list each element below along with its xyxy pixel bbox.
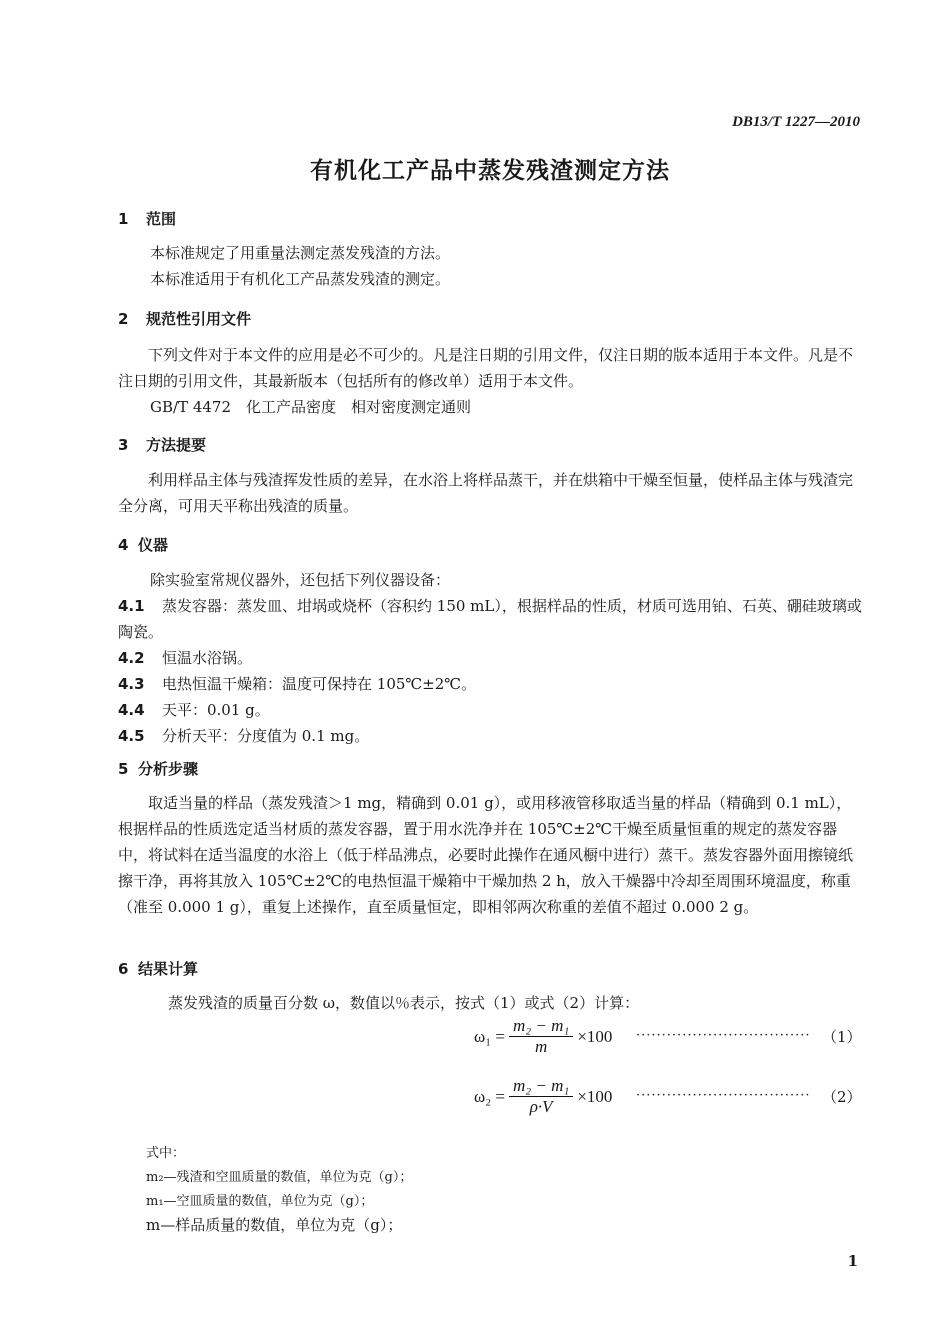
document-title: 有机化工产品中蒸发残渣测定方法 [310, 158, 670, 184]
section-title: 分析步骤 [138, 760, 199, 778]
section-4-heading [118, 534, 168, 555]
item-number: 4.3 [118, 675, 145, 693]
section-3-paragraph: 利用样品主体与残渣挥发性质的差异，在水浴上将样品蒸干，并在烘箱中干燥至恒量，使样品主体与残渣完全分离，可用天平称出残渣的质量。 [118, 471, 854, 515]
section-1-body [150, 240, 450, 292]
item-number: 4.5 [118, 727, 145, 745]
section-2-paragraph: 下列文件对于本文件的应用是必不可少的。凡是注日期的引用文件，仅注日期的版本适用于本文件。凡是不注日期的引用文件，其最新版本（包括所有的修改单）适用于本文件。 [118, 346, 854, 390]
list-item [118, 645, 863, 671]
section-number: 3 [118, 436, 129, 454]
section-5-heading [118, 758, 198, 779]
section-4-intro: 除实验室常规仪器外，还包括下列仪器设备： [150, 571, 451, 589]
fraction-numerator: m₂ − m₁ [509, 1016, 573, 1037]
item-text: 恒温水浴锅。 [162, 649, 253, 667]
equation-number: （1） [822, 1028, 862, 1046]
paragraph-line: 本标准适用于有机化工产品蒸发残渣的测定。 [150, 270, 451, 288]
standard-code: DB13/T 1227—2010 [732, 114, 860, 130]
list-item [118, 723, 863, 749]
item-text: 蒸发容器：蒸发皿、坩埚或烧杯（容积约 150 mL），根据样品的性质，材质可选用铂、石英、硼硅玻璃或陶瓷。 [118, 597, 862, 641]
apparatus-list [118, 593, 863, 749]
equation-lhs: ω₂ = [474, 1086, 505, 1106]
variable-definition: m₁—空皿质量的数值，单位为克（g）； [146, 1194, 374, 1209]
section-number: 5 [118, 760, 129, 778]
item-text: 电热恒温干燥箱：温度可保持在 105℃±2℃。 [162, 675, 477, 693]
where-label: 式中： [146, 1146, 186, 1161]
section-number: 6 [118, 960, 129, 978]
paragraph-line: 本标准规定了用重量法测定蒸发残渣的方法。 [150, 244, 451, 262]
section-number: 4 [118, 536, 129, 554]
fraction-denominator: ρ·V [529, 1097, 553, 1116]
fraction [509, 1016, 573, 1057]
equation-number: （2） [822, 1088, 862, 1106]
list-item [118, 593, 863, 645]
list-item [118, 671, 863, 697]
equation-rhs: ×100 [577, 1026, 613, 1046]
section-title: 规范性引用文件 [146, 310, 252, 328]
section-title: 仪器 [138, 536, 169, 554]
section-title: 范围 [146, 210, 177, 228]
normative-reference: GB/T 4472 化工产品密度 相对密度测定通则 [150, 398, 472, 416]
section-number: 2 [118, 310, 129, 328]
section-3-heading [118, 434, 206, 455]
variable-definition: m—样品质量的数值，单位为克（g）； [146, 1216, 403, 1234]
equation-2 [474, 1076, 612, 1117]
fraction-numerator: m₂ − m₁ [509, 1076, 573, 1097]
section-5-paragraph: 取适当量的样品（蒸发残渣＞1 mg，精确到 0.01 g），或用移液管移取适当量的样品（精确到 0.1 mL），根据样品的性质选定适当材质的蒸发容器，置于用水洗净并在 105℃±2℃干燥至质量恒重的规定的蒸发容器中，将试料在适当温度的水浴上（低于样品沸点，必要时此操作在通风橱中进行）蒸干。蒸发容器外面用擦镜纸擦干净，再将其放入 105℃±2℃的电热恒温干燥箱中干燥加热 2 h，放入干燥器中冷却至周围环境温度，称重（准至 0.000 1 g），重复上述操作，直至质量恒定，即相邻两次称重的差值不超过 0.000 2 g。 [118, 794, 854, 916]
variable-definition: m₂—残渣和空皿质量的数值，单位为克（g）； [146, 1170, 413, 1185]
leader-dots: ·································· [636, 1028, 811, 1043]
section-6-heading [118, 958, 198, 979]
item-number: 4.2 [118, 649, 145, 667]
item-text: 分析天平：分度值为 0.1 mg。 [162, 727, 370, 745]
leader-dots: ·································· [636, 1088, 811, 1103]
item-number: 4.4 [118, 701, 145, 719]
equation-lhs: ω₁ = [474, 1026, 505, 1046]
page-number: 1 [847, 1252, 858, 1270]
section-1-heading [118, 208, 176, 229]
section-number: 1 [118, 210, 129, 228]
equation-rhs: ×100 [577, 1086, 613, 1106]
fraction [509, 1076, 573, 1117]
section-6-intro: 蒸发残渣的质量百分数 ω，数值以％表示，按式（1）或式（2）计算： [168, 994, 640, 1012]
fraction-denominator: m [535, 1037, 548, 1056]
equation-1 [474, 1016, 612, 1057]
section-title: 方法提要 [146, 436, 207, 454]
list-item [118, 697, 863, 723]
item-text: 天平：0.01 g。 [162, 701, 270, 719]
item-number: 4.1 [118, 597, 145, 615]
section-2-heading [118, 308, 251, 329]
section-title: 结果计算 [138, 960, 199, 978]
